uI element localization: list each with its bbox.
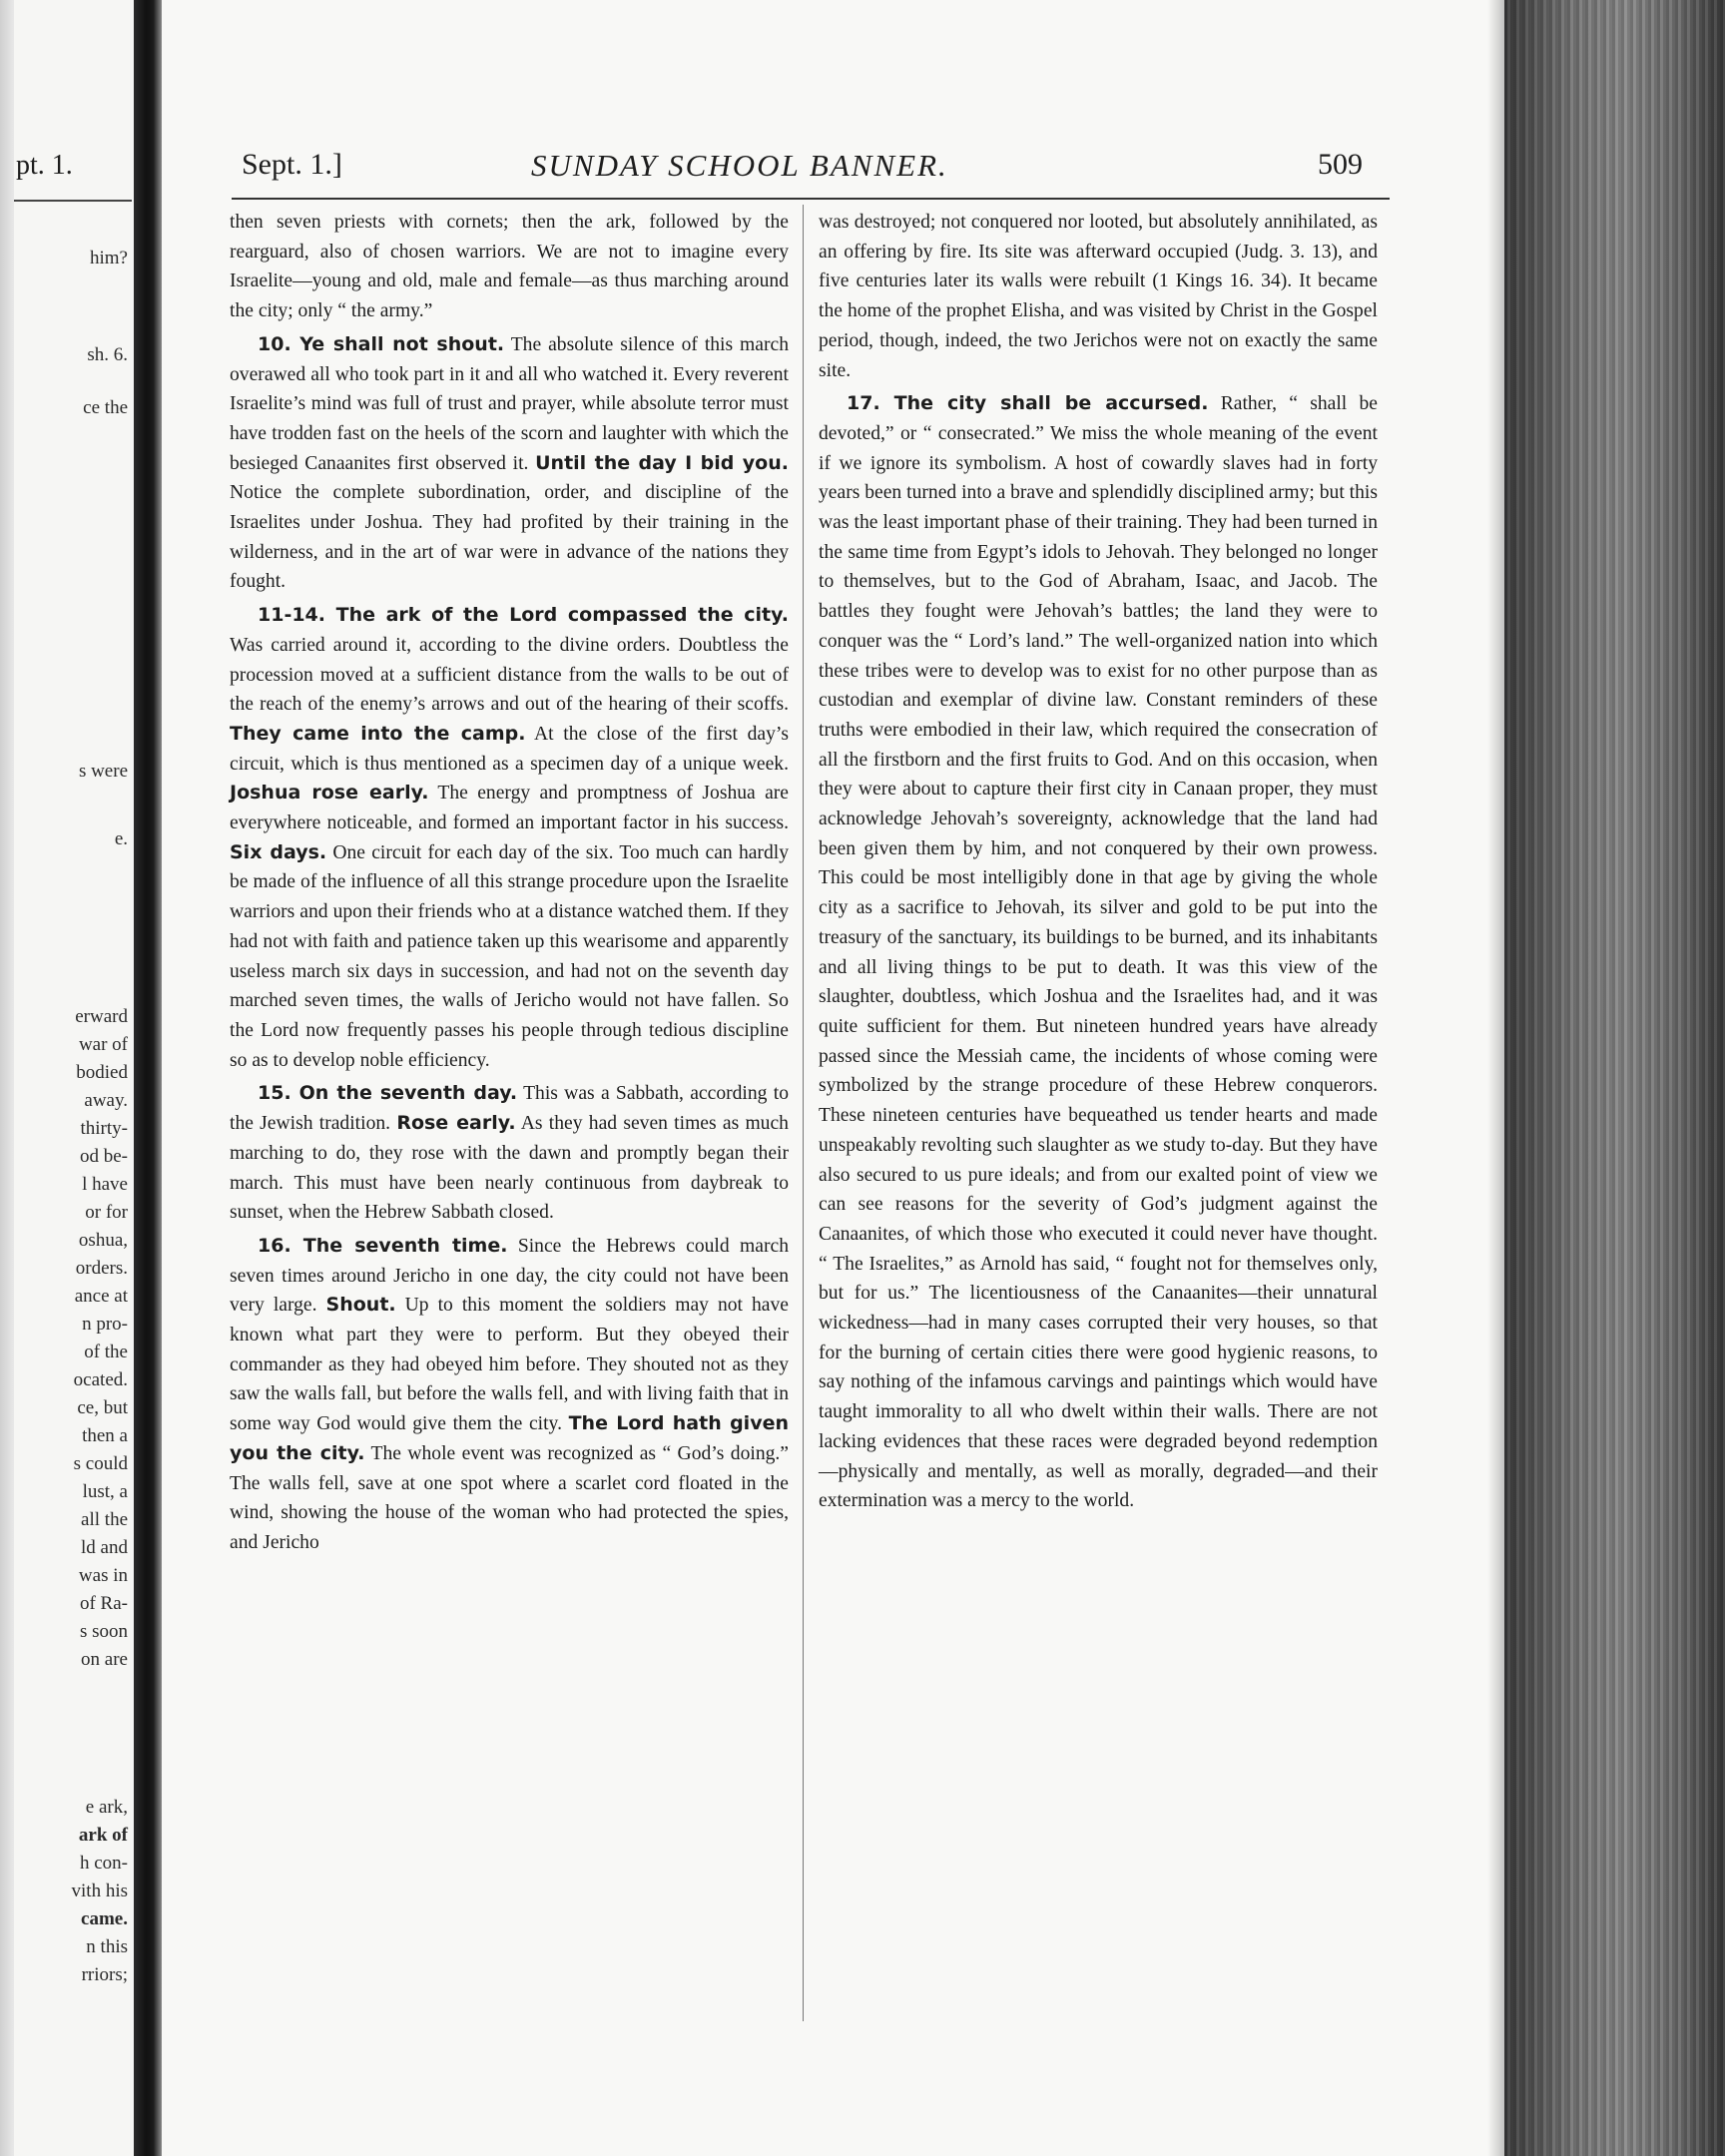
facing-page-fragment-line: ocated. <box>73 1369 128 1390</box>
page-number: 509 <box>1318 148 1363 181</box>
header-rule <box>232 198 1390 200</box>
facing-page-fragment-line: then a <box>82 1425 128 1446</box>
facing-page-fragment-line: of the <box>84 1342 128 1362</box>
commentary-text: This was a Sabbath, according to the Jewish tradition. <box>230 1083 789 1135</box>
verse-heading: They came into the camp. <box>230 722 526 745</box>
book-gutter <box>134 0 162 2156</box>
commentary-text: As they had seven times as much marching to do, they rose with the dawn and promptly began their march. This must have been nearly continuous from daybreak to sunset, when the Hebrew Sabbath closed. <box>230 1113 789 1224</box>
facing-page-fragment-line: e ark, <box>85 1797 128 1818</box>
right-column <box>819 208 1378 1516</box>
article-paragraph <box>230 1232 789 1558</box>
verse-heading: 10. Ye shall not shout. <box>258 332 505 355</box>
commentary-text: Notice the complete subordination, order, and discipline of the Israelites under Joshua. They had profited by their training in the wilderness, and in the art of war were in advance of the nations they fought. <box>230 482 789 593</box>
article-paragraph <box>819 389 1378 1516</box>
facing-page-fragment-line: ance at <box>74 1286 128 1307</box>
facing-page-fragment-line: him? <box>90 248 128 269</box>
commentary-text: Since the Hebrews could march seven times around Jericho in one day, the city could not have been very large. <box>230 1235 789 1317</box>
facing-page-fragment-line: vith his <box>71 1881 128 1901</box>
facing-page-fragment-line: s were <box>78 761 128 782</box>
verse-heading: 17. The city shall be accursed. <box>847 392 1209 415</box>
facing-page-fragment-line: was in <box>78 1565 128 1586</box>
verse-heading: Shout. <box>325 1294 396 1317</box>
article-paragraph <box>230 208 789 326</box>
book-page-edges <box>1504 0 1725 2156</box>
article-paragraph <box>230 330 789 597</box>
facing-page-fragment-line: oshua, <box>78 1230 128 1251</box>
commentary-text: One circuit for each day of the six. Too much can hardly be made of the influence of all this strange procedure upon the Israelite warriors and upon their friends who at a distance watched them. If they had not with faith and patience taken up this wearisome and apparently useless march six days in succession, and had not on the seventh day marched seven times, the walls of Jericho would not have fallen. So the Lord now frequently passes his people through tedious discipline so as to develop noble efficiency. <box>230 841 789 1071</box>
facing-page-fragment-line: ark of <box>78 1825 128 1846</box>
facing-page-fragment-line: ld and <box>81 1537 128 1558</box>
facing-page-fragment-line: on are <box>81 1649 128 1670</box>
verse-heading: 11-14. The ark of the Lord compassed the city. <box>258 604 789 627</box>
article-paragraph <box>230 1079 789 1228</box>
article-paragraph <box>819 208 1378 385</box>
facing-page-fragment-line: of Ra- <box>79 1593 128 1614</box>
running-header-title: SUNDAY SCHOOL BANNER. <box>531 148 948 183</box>
facing-page-fragment-line: thirty- <box>80 1118 128 1139</box>
facing-page-fragment-line: s could <box>73 1453 128 1474</box>
verse-heading: The Lord hath given you the city. <box>230 1412 789 1464</box>
facing-page-header: pt. 1. <box>16 150 73 181</box>
commentary-text: The absolute silence of this march overawed all who took part in it and all who watched it. Every reverent Israelite’s mind was full of trust and prayer, while absolute terror must have trodden fast on the heels of the scorn and laughter with which the besieged Canaanites first observed it. <box>230 333 789 474</box>
scan-border <box>0 0 14 2156</box>
facing-page-fragment-line: ce the <box>83 397 128 418</box>
facing-page-fragment-line: h con- <box>79 1853 128 1874</box>
book-page <box>162 0 1504 2156</box>
facing-page-fragment-line: ce, but <box>77 1397 128 1418</box>
facing-page-fragment-line: away. <box>84 1090 128 1111</box>
verse-heading: Joshua rose early. <box>230 782 429 805</box>
facing-page-fragment-line: orders. <box>75 1258 128 1279</box>
facing-page-fragment-line: or for <box>85 1202 128 1223</box>
facing-page-fragment-line: n this <box>86 1936 128 1957</box>
facing-page-fragment-line: war of <box>78 1034 128 1055</box>
commentary-text: Up to this moment the soldiers may not have known what part they were to perform. But they obeyed their commander as they had obeyed him before. They shouted not as they saw the walls fall, but before the walls fell, and with living faith that in some way God would give them the city. <box>230 1295 789 1435</box>
facing-page-fragment-line: all the <box>81 1509 128 1530</box>
commentary-text: was destroyed; not conquered nor looted, but absolutely annihilated, as an offering by fire. Its site was afterward occupied (Judg. 3. 13), and five centuries later its walls were rebuilt (1 Kings 16. 34). It became the home of the prophet Elisha, and was visited by Christ in the Gospel period, though, indeed, the two Jerichos were not on exactly the same site. <box>819 212 1378 381</box>
running-header-date: Sept. 1.] <box>242 148 342 181</box>
facing-page-fragment-line: came. <box>81 1908 128 1929</box>
column-divider <box>803 205 804 2021</box>
commentary-text: The energy and promptness of Joshua are everywhere noticeable, and formed an important factor in his success. <box>230 783 789 834</box>
facing-page-fragment-line: erward <box>75 1006 128 1027</box>
facing-page-fragment-line: lust, a <box>82 1481 128 1502</box>
facing-page-fragment-line: e. <box>114 828 128 849</box>
commentary-text: At the close of the first day’s circuit, which is thus mentioned as a specimen day of a unique week. <box>230 723 789 775</box>
facing-page-fragment <box>14 0 134 2156</box>
facing-page-fragment-line: l have <box>82 1174 128 1195</box>
left-column <box>230 208 789 1558</box>
commentary-text: Rather, “ shall be devoted,” or “ consecrated.” We miss the whole meaning of the event if we ignore its symbolism. A host of cowardly slaves had in forty years been turned into a brave and splendidly disciplined army; but this was the least important phase of their training. They had been turned in the same time from Egypt’s idols to Jehovah. They belonged no longer to themselves, but to the God of Abraham, Isaac, and Jacob. The battles they fought were Jehovah’s battles; the land they were to conquer was the “ Lord’s land.” The well-organized nation into which these tribes were to develop was to exist for no other purpose than as custodian and exemplar of divine law. Constant reminders of these truths were embodied in their law, which required the consecration of all the firstborn and the first fruits to God. And on this occasion, when they were about to capture their first city in Canaan proper, they must acknowledge Jehovah’s sovereignty, acknowledge that the land had been given them by him, and not conquered by their own prowess. This could be most intelligibly done in that age by giving the whole city as a sacrifice to Jehovah, its silver and gold to be put into the treasury of the sanctuary, its buildings to be burned, and its inhabitants and all living things to be put to death. It was this view of the slaughter, doubtless, which Joshua and the Israelites had, and it was quite sufficient for them. But nineteen hundred years have already passed since the Messiah came, the incidents of whose coming were symbolized by the strange procedure of these Hebrew conquerors. These nineteen centuries have bequeathed us tender hearts and made unspeakably revolting such slaughter as we study to-day. But they have also secured to us pure ideals; and from our exalted point of view we can see reasons for the severity of God’s judgment against the Canaanites, of which those who executed it could never have thought. “ The Israelites,” as Arnold has said, “ fought not for themselves only, but for us.” The licentiousness of the Canaanites—their unnatural wickedness—had in many cases corrupted their very houses, so that for the burning of certain cities there were good hygienic reasons, to say nothing of the infamous carvings and paintings which would have taught immorality to all who dwelt within their walls. There are not lacking evidences that these races were degraded beyond redemption—physically and mentally, as well as morally, degraded—and their extermination was a mercy to the world. <box>819 393 1378 1512</box>
verse-heading: Until the day I bid you. <box>535 451 789 474</box>
verse-heading: 15. On the seventh day. <box>258 1082 518 1105</box>
facing-page-rule <box>14 200 132 202</box>
facing-page-fragment-line: n pro- <box>82 1314 128 1335</box>
verse-heading: Six days. <box>230 840 327 863</box>
commentary-text: then seven priests with cornets; then the ark, followed by the rearguard, also of chosen warriors. We are not to imagine every Israelite—young and old, male and female—as thus marching around the city; only “ the army.” <box>230 212 789 322</box>
facing-page-fragment-line: sh. 6. <box>87 344 128 365</box>
article-paragraph <box>230 601 789 1075</box>
facing-page-fragment-line: s soon <box>79 1621 128 1642</box>
commentary-text: Was carried around it, according to the divine orders. Doubtless the procession moved at a sufficient distance from the walls to be out of the reach of the enemy’s arrows and out of the hearing of their scoffs. <box>230 634 789 716</box>
verse-heading: 16. The seventh time. <box>258 1234 508 1257</box>
facing-page-fragment-line: rriors; <box>81 1964 128 1985</box>
verse-heading: Rose early. <box>396 1112 516 1135</box>
commentary-text: The whole event was recognized as “ God’s doing.” The walls fell, save at one spot where a scarlet cord floated in the wind, showing the house of the woman who had protected the spies, and Jericho <box>230 1442 790 1553</box>
facing-page-fragment-line: od be- <box>79 1146 128 1167</box>
facing-page-fragment-line: bodied <box>76 1062 128 1083</box>
